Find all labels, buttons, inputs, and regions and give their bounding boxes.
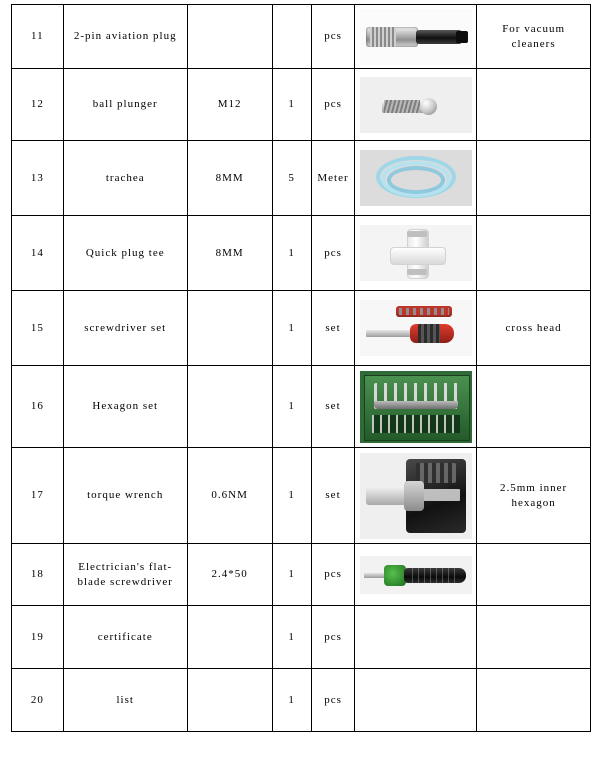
table-row bbox=[12, 606, 591, 669]
table-row bbox=[12, 448, 591, 544]
cell-image bbox=[355, 544, 477, 606]
cell-remark: For vacuum cleaners bbox=[477, 5, 591, 69]
torque-wrench-photo bbox=[360, 453, 472, 539]
quick-plug-tee-photo bbox=[360, 225, 472, 281]
cell-remark bbox=[477, 366, 591, 448]
cell-name: ball plunger bbox=[63, 69, 187, 141]
ball-plunger-photo bbox=[360, 77, 472, 133]
cell-spec bbox=[187, 366, 272, 448]
table-row bbox=[12, 141, 591, 216]
cell-remark bbox=[477, 69, 591, 141]
table-row bbox=[12, 669, 591, 732]
cell-spec bbox=[187, 669, 272, 732]
cell-unit: pcs bbox=[311, 5, 354, 69]
cell-unit: Meter bbox=[311, 141, 354, 216]
cell-image bbox=[355, 216, 477, 291]
table-row bbox=[12, 366, 591, 448]
pu-tube-coil-photo bbox=[360, 150, 472, 206]
cell-qty bbox=[272, 5, 311, 69]
cell-name: certificate bbox=[63, 606, 187, 669]
cell-image bbox=[355, 291, 477, 366]
cell-qty: 1 bbox=[272, 606, 311, 669]
cell-qty: 1 bbox=[272, 544, 311, 606]
cell-name: Hexagon set bbox=[63, 366, 187, 448]
table-row bbox=[12, 544, 591, 606]
aviation-plug-photo bbox=[360, 9, 472, 65]
cell-image bbox=[355, 448, 477, 544]
cell-spec: 8MM bbox=[187, 216, 272, 291]
cell-remark: cross head bbox=[477, 291, 591, 366]
cell-qty: 1 bbox=[272, 69, 311, 141]
cell-spec bbox=[187, 5, 272, 69]
cell-no: 15 bbox=[12, 291, 64, 366]
cell-image bbox=[355, 5, 477, 69]
cell-remark bbox=[477, 216, 591, 291]
table-row bbox=[12, 216, 591, 291]
cell-no: 18 bbox=[12, 544, 64, 606]
cell-unit: pcs bbox=[311, 606, 354, 669]
cell-no: 17 bbox=[12, 448, 64, 544]
cell-name: screwdriver set bbox=[63, 291, 187, 366]
cell-no: 14 bbox=[12, 216, 64, 291]
cell-no: 19 bbox=[12, 606, 64, 669]
table-row bbox=[12, 69, 591, 141]
cell-qty: 5 bbox=[272, 141, 311, 216]
cell-unit: pcs bbox=[311, 669, 354, 732]
hexagon-key-set-photo bbox=[360, 371, 472, 443]
cell-name: 2-pin aviation plug bbox=[63, 5, 187, 69]
cell-name: list bbox=[63, 669, 187, 732]
flat-blade-screwdriver-photo bbox=[360, 556, 472, 594]
cell-no: 16 bbox=[12, 366, 64, 448]
packing-list-page bbox=[0, 4, 604, 768]
cell-image bbox=[355, 141, 477, 216]
cell-name: torque wrench bbox=[63, 448, 187, 544]
cell-unit: set bbox=[311, 448, 354, 544]
cell-image bbox=[355, 669, 477, 732]
screwdriver-set-photo bbox=[360, 300, 472, 356]
cell-spec: 2.4*50 bbox=[187, 544, 272, 606]
cell-qty: 1 bbox=[272, 291, 311, 366]
cell-spec: 0.6NM bbox=[187, 448, 272, 544]
cell-remark bbox=[477, 669, 591, 732]
cell-unit: set bbox=[311, 291, 354, 366]
cell-name: Quick plug tee bbox=[63, 216, 187, 291]
cell-qty: 1 bbox=[272, 448, 311, 544]
cell-unit: pcs bbox=[311, 216, 354, 291]
cell-remark: 2.5mm inner hexagon bbox=[477, 448, 591, 544]
cell-remark bbox=[477, 141, 591, 216]
cell-remark bbox=[477, 544, 591, 606]
cell-unit: pcs bbox=[311, 69, 354, 141]
cell-qty: 1 bbox=[272, 669, 311, 732]
table-row bbox=[12, 5, 591, 69]
cell-no: 11 bbox=[12, 5, 64, 69]
cell-spec bbox=[187, 291, 272, 366]
cell-no: 12 bbox=[12, 69, 64, 141]
cell-no: 20 bbox=[12, 669, 64, 732]
cell-qty: 1 bbox=[272, 366, 311, 448]
cell-name: trachea bbox=[63, 141, 187, 216]
cell-qty: 1 bbox=[272, 216, 311, 291]
cell-spec: M12 bbox=[187, 69, 272, 141]
cell-spec bbox=[187, 606, 272, 669]
cell-name: Electrician's flat-blade screwdriver bbox=[63, 544, 187, 606]
cell-image bbox=[355, 366, 477, 448]
cell-remark bbox=[477, 606, 591, 669]
cell-spec: 8MM bbox=[187, 141, 272, 216]
cell-unit: pcs bbox=[311, 544, 354, 606]
cell-image bbox=[355, 69, 477, 141]
table-row bbox=[12, 291, 591, 366]
cell-image bbox=[355, 606, 477, 669]
parts-table bbox=[11, 4, 591, 732]
cell-no: 13 bbox=[12, 141, 64, 216]
cell-unit: set bbox=[311, 366, 354, 448]
